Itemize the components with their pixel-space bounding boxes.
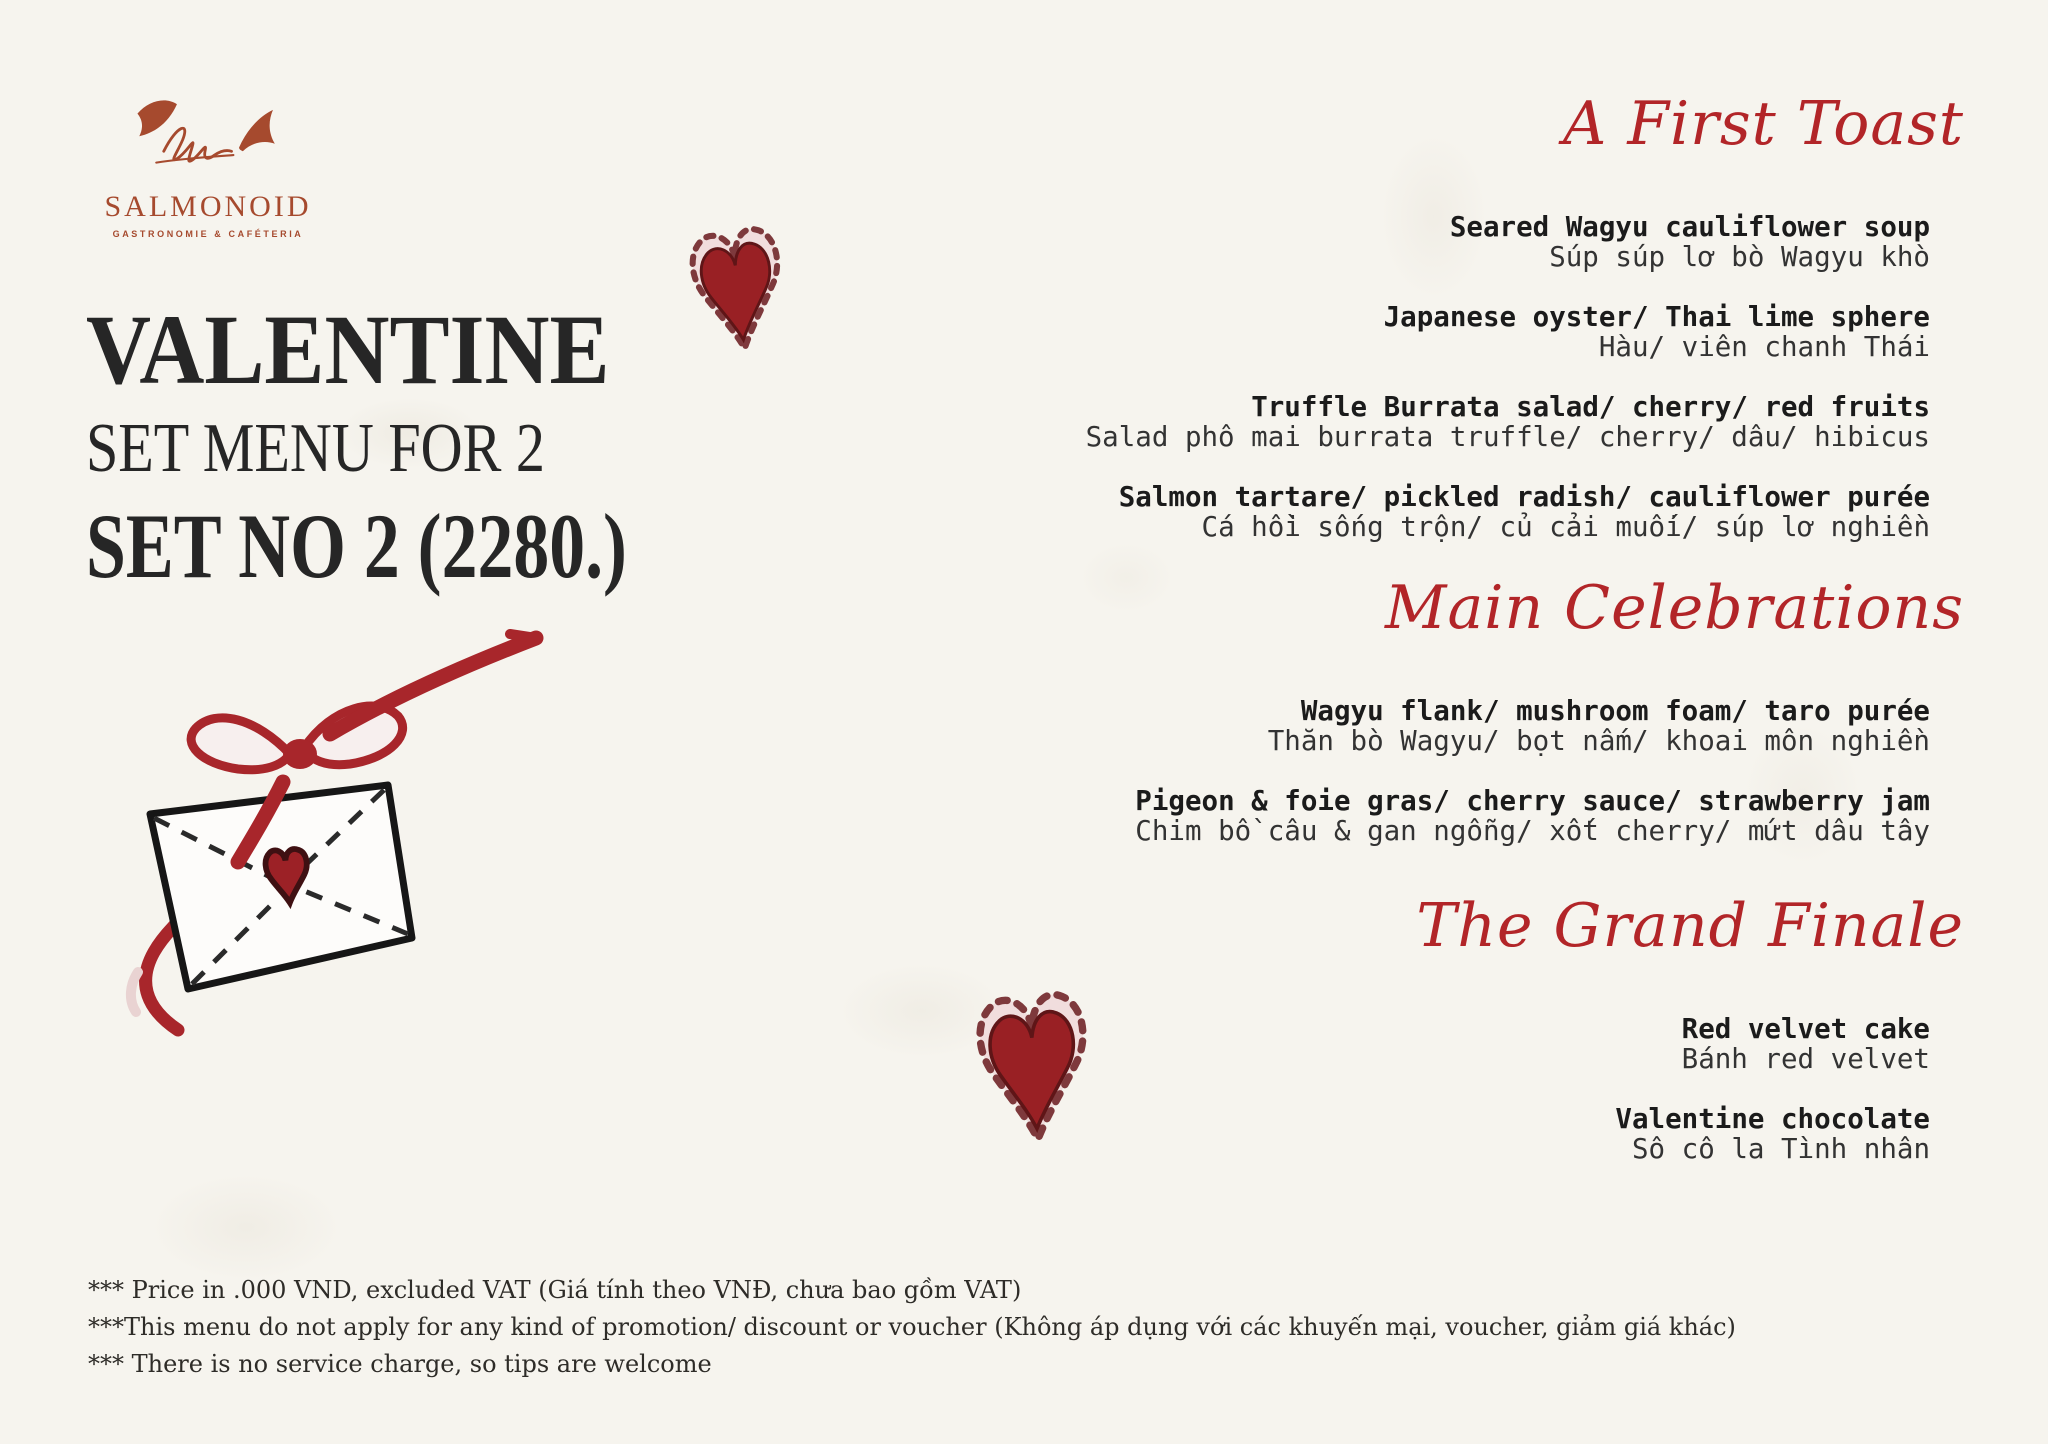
menu-item [830,482,1930,542]
item-name: Valentine chocolate [1615,1103,1930,1135]
menu-item [830,696,1930,756]
fish-flourish-icon [128,92,288,188]
menu-item [830,1014,1930,1074]
footnote: ***This menu do not apply for any kind of promotion/ discount or voucher (Không áp dụng với các khuyến mại, voucher, giảm giá khác) [88,1313,1736,1341]
footnotes-block [88,1272,1736,1383]
item-translation: Chim bồ câu & gan ngỗng/ xốt cherry/ mứt dâu tây [1135,815,1930,847]
item-translation: Hàu/ viên chanh Thái [1598,331,1930,363]
item-name: Truffle Burrata salad/ cherry/ red fruits [1251,391,1930,423]
item-name: Red velvet cake [1681,1013,1930,1045]
item-name: Salmon tartare/ pickled radish/ cauliflower purée [1118,481,1930,513]
item-translation: Súp súp lơ bò Wagyu khò [1549,241,1930,273]
item-name: Japanese oyster/ Thai lime sphere [1383,301,1930,333]
menu-item [830,786,1930,846]
item-translation: Cá hồi sống trộn/ củ cải muối/ súp lơ nghiền [1201,511,1930,543]
item-translation: Thăn bò Wagyu/ bọt nấm/ khoai môn nghiền [1267,725,1930,757]
menu-title: VALENTINE [86,294,610,405]
section-heading-grand-finale: The Grand Finale [1416,891,1964,961]
item-translation: Bánh red velvet [1681,1043,1930,1075]
menu-set-number: SET NO 2 (2280.) [86,495,627,597]
brand-name: SALMONOID [104,190,312,223]
footnote: *** Price in .000 VND, excluded VAT (Giá tính theo VNĐ, chưa bao gồm VAT) [88,1276,1022,1304]
menu-item [830,392,1930,452]
brand-tagline: GASTRONOMIE & CAFÉTERIA [112,229,304,239]
menu-item [830,1104,1930,1164]
footnote: *** There is no service charge, so tips are welcome [88,1350,712,1378]
lace-heart-icon [676,220,798,372]
love-letter-illustration [78,612,548,1044]
item-name: Pigeon & foie gras/ cherry sauce/ strawberry jam [1135,785,1930,817]
section-heading-main-celebrations: Main Celebrations [1385,573,1964,643]
item-translation: Sô cô la Tình nhân [1631,1133,1930,1165]
menu-subtitle: SET MENU FOR 2 [86,410,545,487]
item-translation: Salad phô mai burrata truffle/ cherry/ dâu/ hibicus [1085,421,1930,453]
item-name: Wagyu flank/ mushroom foam/ taro purée [1300,695,1930,727]
menu-item [830,212,1930,272]
section-heading-first-toast: A First Toast [1562,89,1964,159]
menu-column [830,88,1964,1194]
item-name: Seared Wagyu cauliflower soup [1449,211,1930,243]
menu-item [830,302,1930,362]
brand-block [88,92,328,239]
